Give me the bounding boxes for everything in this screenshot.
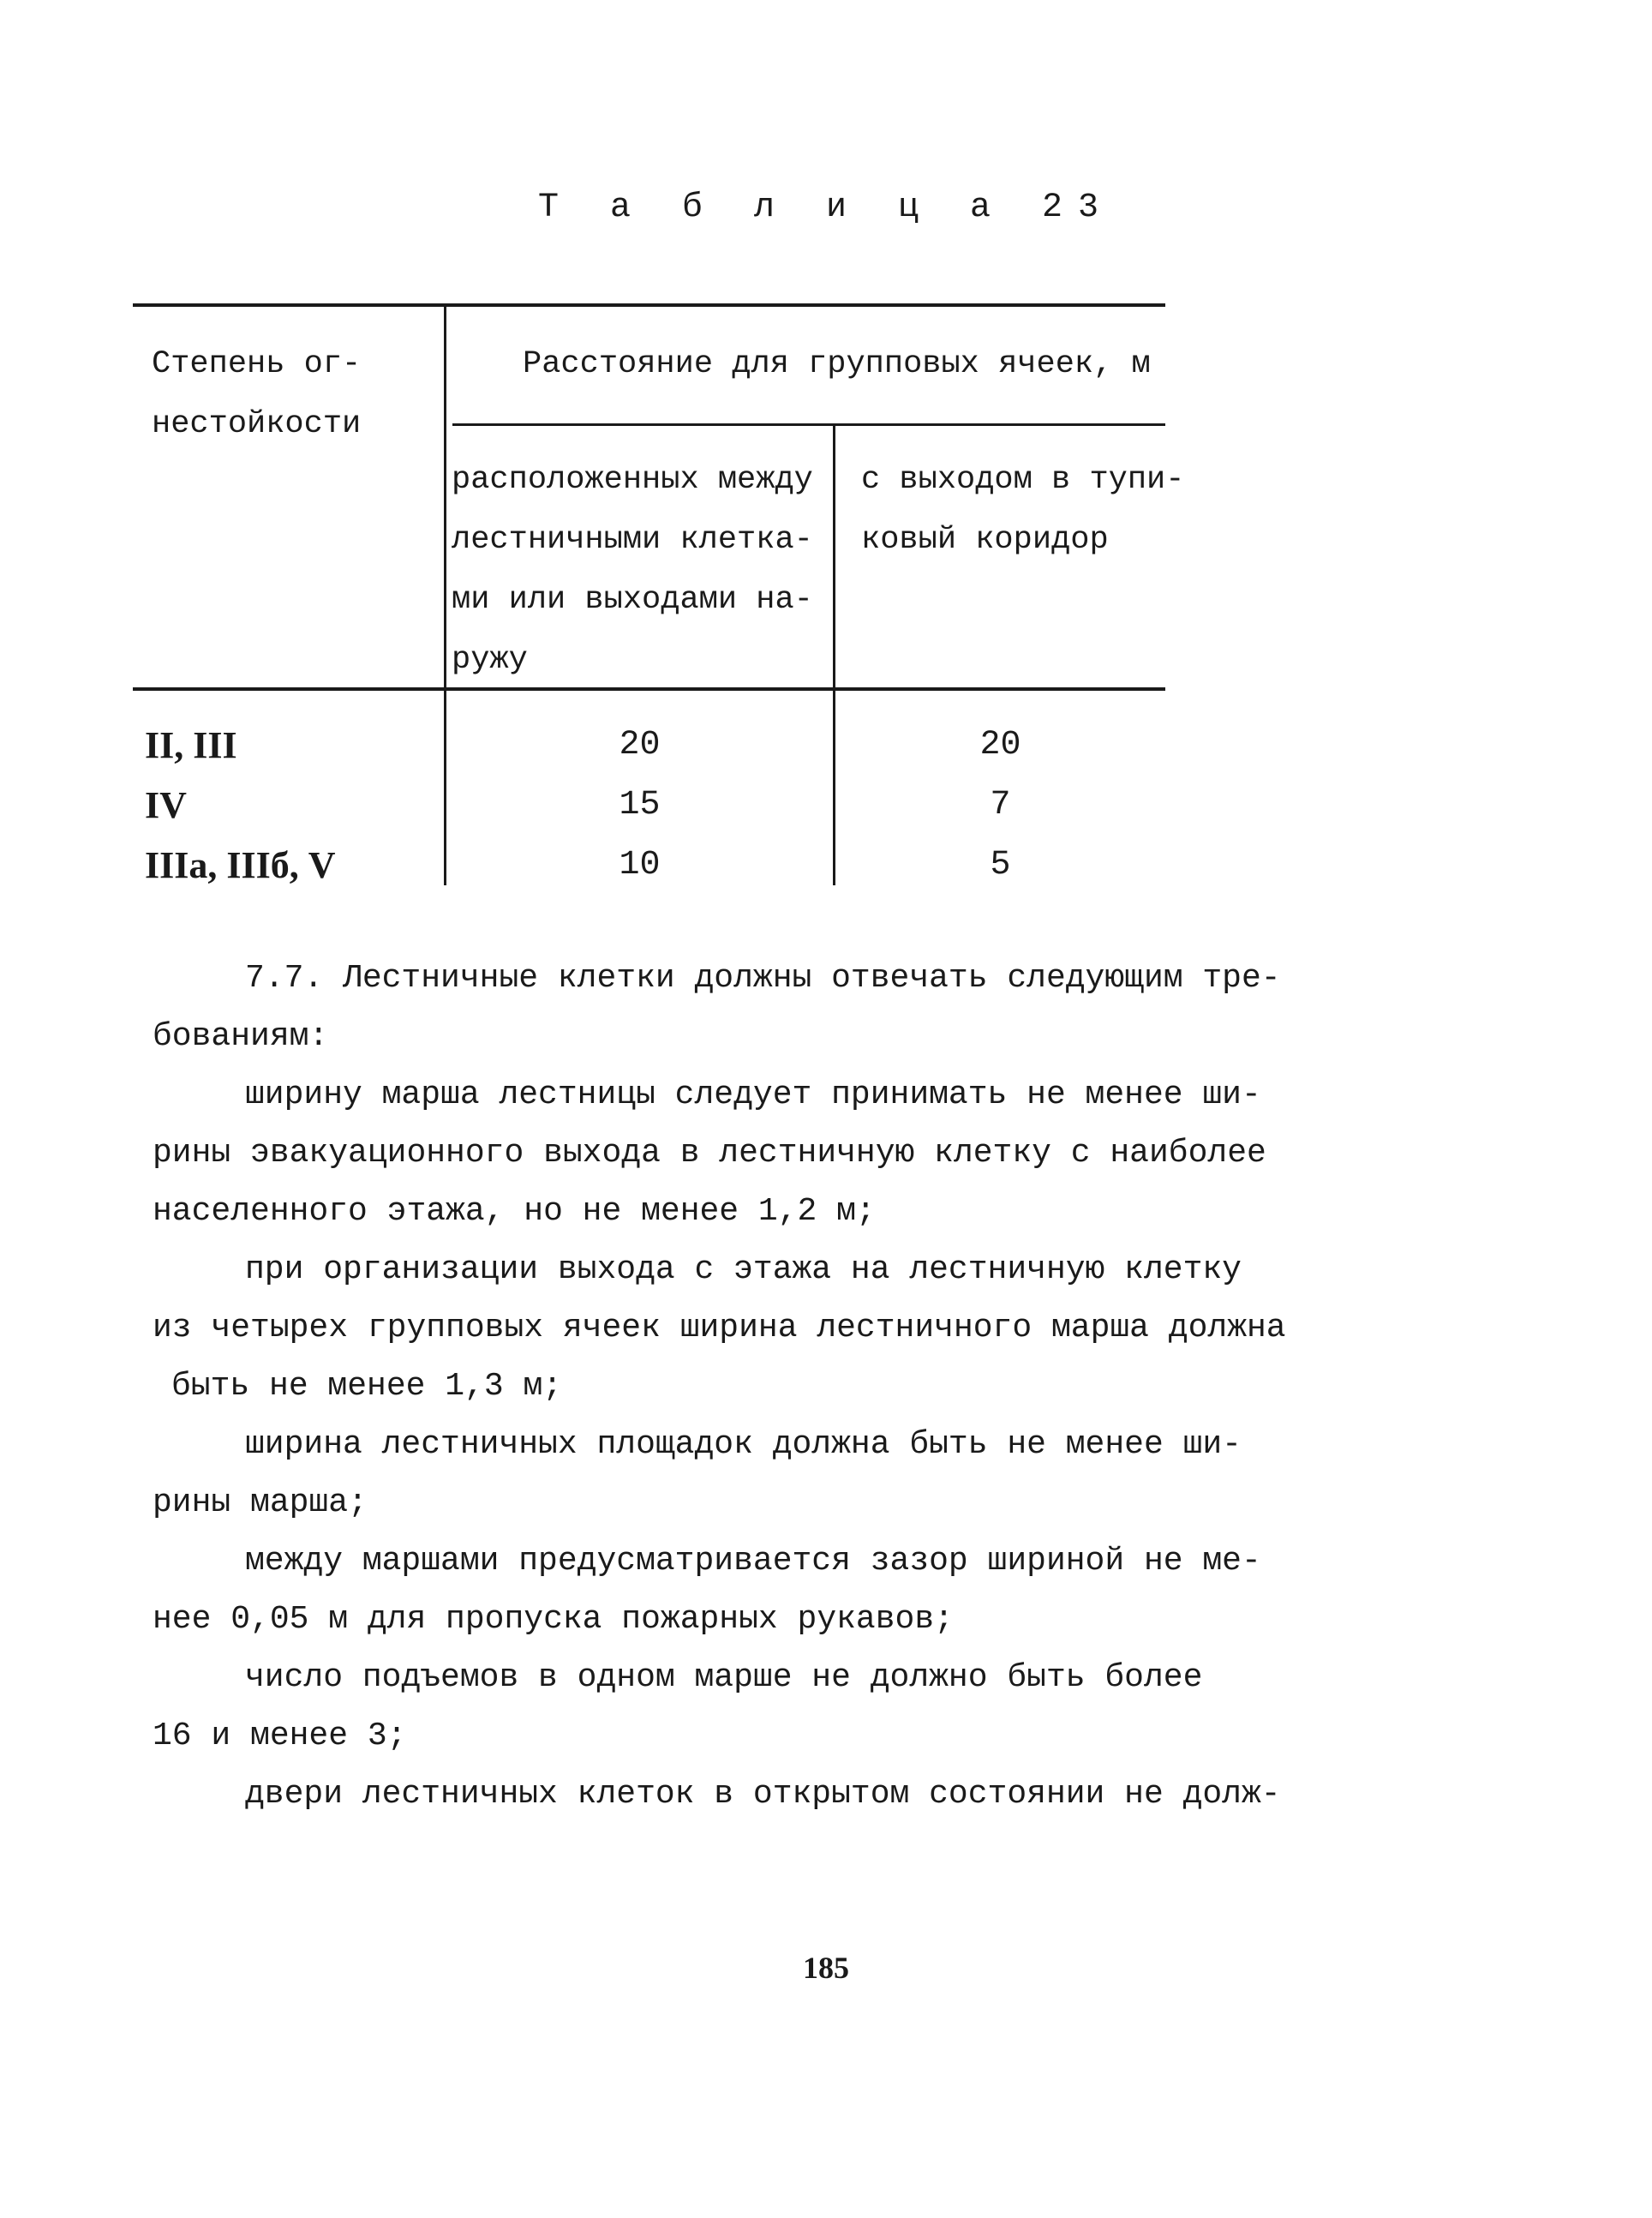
text-line: бованиям: xyxy=(153,1018,329,1055)
header-fire-resistance-line1: Степень ог- xyxy=(152,346,362,382)
row-value-deadend: 7 xyxy=(990,786,1011,824)
row-label: II, III xyxy=(145,724,237,766)
header-col3-line2: ковый коридор xyxy=(861,522,1109,558)
text-line: при организации выхода с этажа на лестничную клетку xyxy=(245,1251,1242,1288)
text-line: рины эвакуационного выхода в лестничную клетку с наиболее xyxy=(153,1135,1266,1172)
table-top-rule xyxy=(133,303,1165,307)
table-title: Т а б л и ц а 23 xyxy=(537,189,1115,227)
text-line: рины марша; xyxy=(153,1484,368,1521)
text-line: ширина лестничных площадок должна быть не менее ши- xyxy=(245,1426,1242,1463)
text-line: населенного этажа, но не менее 1,2 м; xyxy=(153,1193,876,1230)
header-col2-line3: ми или выходами на- xyxy=(452,582,813,618)
header-col3-line1: с выходом в тупи- xyxy=(861,462,1185,498)
text-line: число подъемов в одном марше не должно быть более xyxy=(245,1659,1203,1696)
text-line: 7.7. Лестничные клетки должны отвечать следующим тре- xyxy=(245,960,1281,997)
text-line: из четырех групповых ячеек ширина лестничного марша должна xyxy=(153,1310,1286,1346)
table-23 xyxy=(133,300,1185,891)
page-number: 185 xyxy=(803,1951,849,1985)
text-line: быть не менее 1,3 м; xyxy=(171,1368,563,1405)
text-line: нее 0,05 м для пропуска пожарных рукавов; xyxy=(153,1601,954,1638)
table-header-bottom-rule xyxy=(133,687,1165,691)
header-fire-resistance-line2: нестойкости xyxy=(152,406,362,442)
header-col2-line1: расположенных между xyxy=(452,462,813,498)
section-7-7-text xyxy=(153,950,1286,1824)
row-value-between: 20 xyxy=(619,726,661,764)
table-group-rule xyxy=(452,423,1165,426)
row-label: IV xyxy=(145,784,187,826)
row-value-deadend: 20 xyxy=(979,726,1021,764)
text-line: двери лестничных клеток в открытом состоянии не долж- xyxy=(245,1776,1281,1813)
text-line: 16 и менее 3; xyxy=(153,1717,407,1754)
row-label: IIIa, IIIб, V xyxy=(145,844,336,886)
row-value-between: 15 xyxy=(619,786,661,824)
header-distance-group: Расстояние для групповых ячеек, м xyxy=(523,346,1151,382)
text-line: ширину марша лестницы следует принимать не менее ши- xyxy=(245,1076,1261,1113)
header-col2-line2: лестничными клетка- xyxy=(452,522,813,558)
text-line: между маршами предусматривается зазор шириной не ме- xyxy=(245,1543,1261,1580)
header-col2-line4: ружу xyxy=(452,642,528,678)
row-value-between: 10 xyxy=(619,846,661,884)
row-value-deadend: 5 xyxy=(990,846,1011,884)
